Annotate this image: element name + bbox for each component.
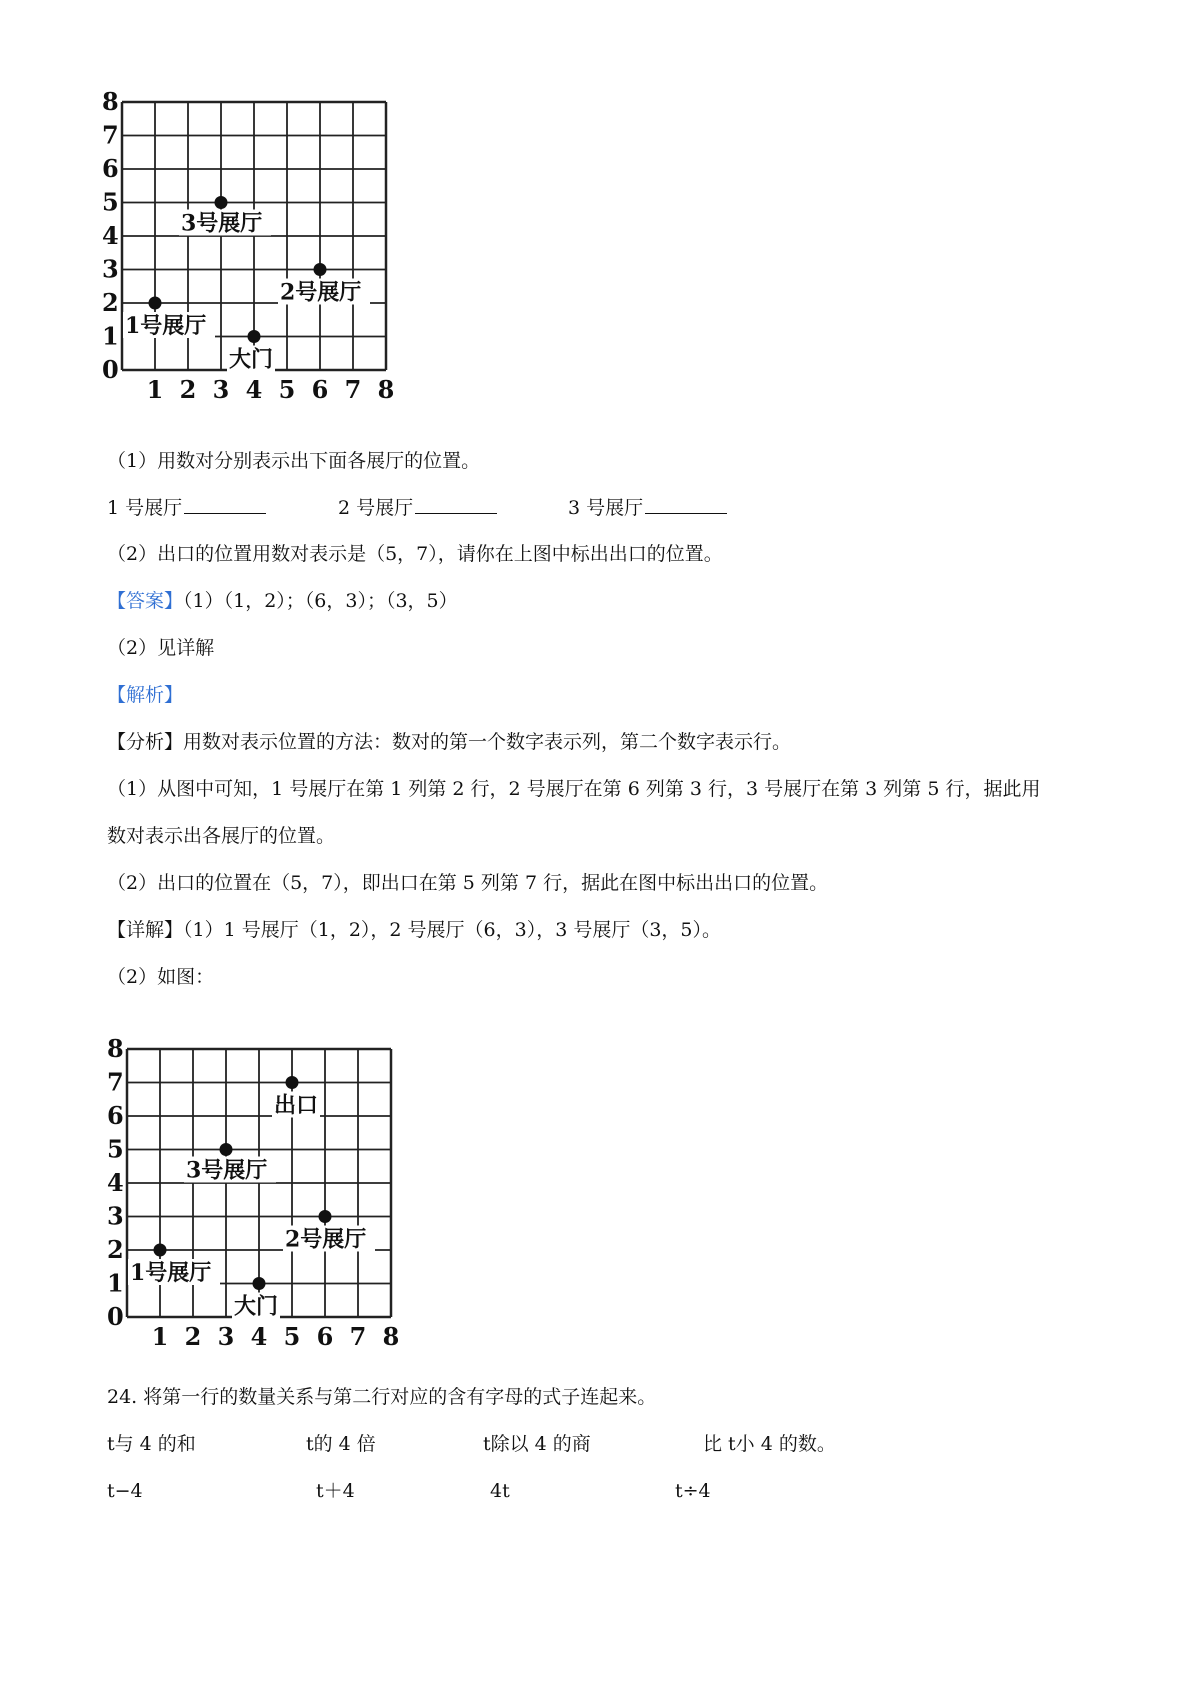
point-label: 3号展厅 xyxy=(181,210,263,237)
fill-blank-hall-2 xyxy=(338,493,497,522)
answer-line-1 xyxy=(107,587,458,615)
point-label: 大门 xyxy=(234,1293,279,1320)
y-tick-label: 0 xyxy=(102,355,119,384)
y-tick-label: 7 xyxy=(102,120,119,150)
y-tick-label: 0 xyxy=(107,1302,124,1331)
x-tick-label: 8 xyxy=(382,1322,400,1351)
data-point xyxy=(248,330,261,343)
detail-text: （1）1 号展厅（1，2），2 号展厅（6，3），3 号展厅（3，5）。 xyxy=(183,919,722,941)
y-tick-label: 5 xyxy=(107,1134,124,1164)
point-label: 1号展厅 xyxy=(130,1260,212,1286)
x-tick-label: 2 xyxy=(179,375,197,404)
analysis-1-line-a: （1）从图中可知，1 号展厅在第 1 列第 2 行，2 号展厅在第 6 列第 3 行，3 号展厅在第 3 列第 5 行，据此用 xyxy=(107,778,1041,800)
fill-blank-label: 2 号展厅 xyxy=(338,497,414,519)
y-tick-label: 3 xyxy=(107,1201,124,1231)
data-point xyxy=(149,297,162,310)
answer-blank[interactable] xyxy=(184,493,266,514)
y-tick-label: 5 xyxy=(102,187,119,217)
x-tick-label: 4 xyxy=(245,375,263,404)
fill-blank-hall-1 xyxy=(107,493,266,522)
row1-item-3[interactable]: t除以 4 的商 xyxy=(483,1433,591,1455)
question-1-text: （1）用数对分别表示出下面各展厅的位置。 xyxy=(107,450,481,472)
point-label: 3号展厅 xyxy=(186,1157,268,1184)
row2-item-2[interactable]: t＋4 xyxy=(316,1480,355,1502)
analysis-tag: 【解析】 xyxy=(107,684,184,706)
y-tick-label: 3 xyxy=(102,254,119,284)
y-tick-label: 2 xyxy=(107,1235,124,1264)
answer-text: （1）（1，2）；（6，3）；（3，5） xyxy=(183,590,458,612)
y-tick-label: 6 xyxy=(107,1101,124,1130)
y-tick-label: 8 xyxy=(102,87,119,116)
row1-item-4[interactable]: 比 t小 4 的数。 xyxy=(703,1433,836,1455)
point-label: 2号展厅 xyxy=(280,279,362,306)
y-tick-label: 2 xyxy=(102,288,119,317)
fenxi-text: 用数对表示位置的方法：数对的第一个数字表示列，第二个数字表示行。 xyxy=(183,731,792,753)
question-24-text: 24. 将第一行的数量关系与第二行对应的含有字母的式子连起来。 xyxy=(107,1386,657,1408)
x-tick-label: 1 xyxy=(151,1322,169,1351)
point-label: 出口 xyxy=(274,1092,319,1119)
data-point xyxy=(154,1244,167,1257)
detail-2-line: （2）如图： xyxy=(107,966,215,988)
answer-tag: 【答案】 xyxy=(107,590,184,612)
row2-item-1[interactable]: t−4 xyxy=(107,1480,143,1502)
analysis-1-line-b: 数对表示出各展厅的位置。 xyxy=(107,825,336,847)
data-point xyxy=(319,1210,332,1223)
fill-blank-label: 3 号展厅 xyxy=(568,497,644,519)
x-tick-label: 5 xyxy=(278,375,296,404)
row1-item-1[interactable]: t与 4 的和 xyxy=(107,1433,196,1455)
fenxi-line xyxy=(107,728,791,756)
x-tick-label: 8 xyxy=(377,375,395,404)
data-point xyxy=(220,1143,233,1156)
y-tick-label: 1 xyxy=(102,321,119,351)
fill-blank-label: 1 号展厅 xyxy=(107,497,183,519)
x-tick-label: 5 xyxy=(283,1322,301,1351)
y-tick-label: 1 xyxy=(107,1268,124,1298)
point-label: 2号展厅 xyxy=(285,1226,367,1253)
y-tick-label: 4 xyxy=(107,1168,124,1197)
y-tick-label: 6 xyxy=(102,154,119,183)
coordinate-grid-figure-2 xyxy=(107,1017,435,1357)
data-point xyxy=(215,196,228,209)
data-point xyxy=(253,1277,266,1290)
answer-line-2: （2）见详解 xyxy=(107,637,215,659)
detail-line xyxy=(107,916,721,944)
row2-item-4[interactable]: t÷4 xyxy=(675,1480,711,1502)
data-point xyxy=(314,263,327,276)
x-tick-label: 6 xyxy=(316,1322,334,1351)
y-tick-label: 4 xyxy=(102,221,119,250)
point-label: 大门 xyxy=(229,346,274,373)
x-tick-label: 7 xyxy=(344,375,362,404)
question-2-text: （2）出口的位置用数对表示是（5，7），请你在上图中标出出口的位置。 xyxy=(107,543,723,565)
x-tick-label: 3 xyxy=(217,1322,235,1351)
row1-item-2[interactable]: t的 4 倍 xyxy=(306,1433,376,1455)
x-tick-label: 4 xyxy=(250,1322,268,1351)
answer-blank[interactable] xyxy=(415,493,497,514)
data-point xyxy=(286,1076,299,1089)
x-tick-label: 1 xyxy=(146,375,164,404)
answer-blank[interactable] xyxy=(645,493,727,514)
fenxi-tag: 【分析】 xyxy=(107,731,184,753)
coordinate-grid-figure-1 xyxy=(102,87,430,430)
y-tick-label: 8 xyxy=(107,1034,124,1063)
x-tick-label: 3 xyxy=(212,375,230,404)
point-label: 1号展厅 xyxy=(125,313,207,339)
x-tick-label: 2 xyxy=(184,1322,202,1351)
y-tick-label: 7 xyxy=(107,1067,124,1097)
row2-item-3[interactable]: 4t xyxy=(490,1480,510,1502)
detail-tag: 【详解】 xyxy=(107,919,184,941)
x-tick-label: 7 xyxy=(349,1322,367,1351)
x-tick-label: 6 xyxy=(311,375,329,404)
fill-blank-hall-3 xyxy=(568,493,727,522)
analysis-2-line: （2）出口的位置在（5，7），即出口在第 5 列第 7 行，据此在图中标出出口的位置。 xyxy=(107,872,829,894)
